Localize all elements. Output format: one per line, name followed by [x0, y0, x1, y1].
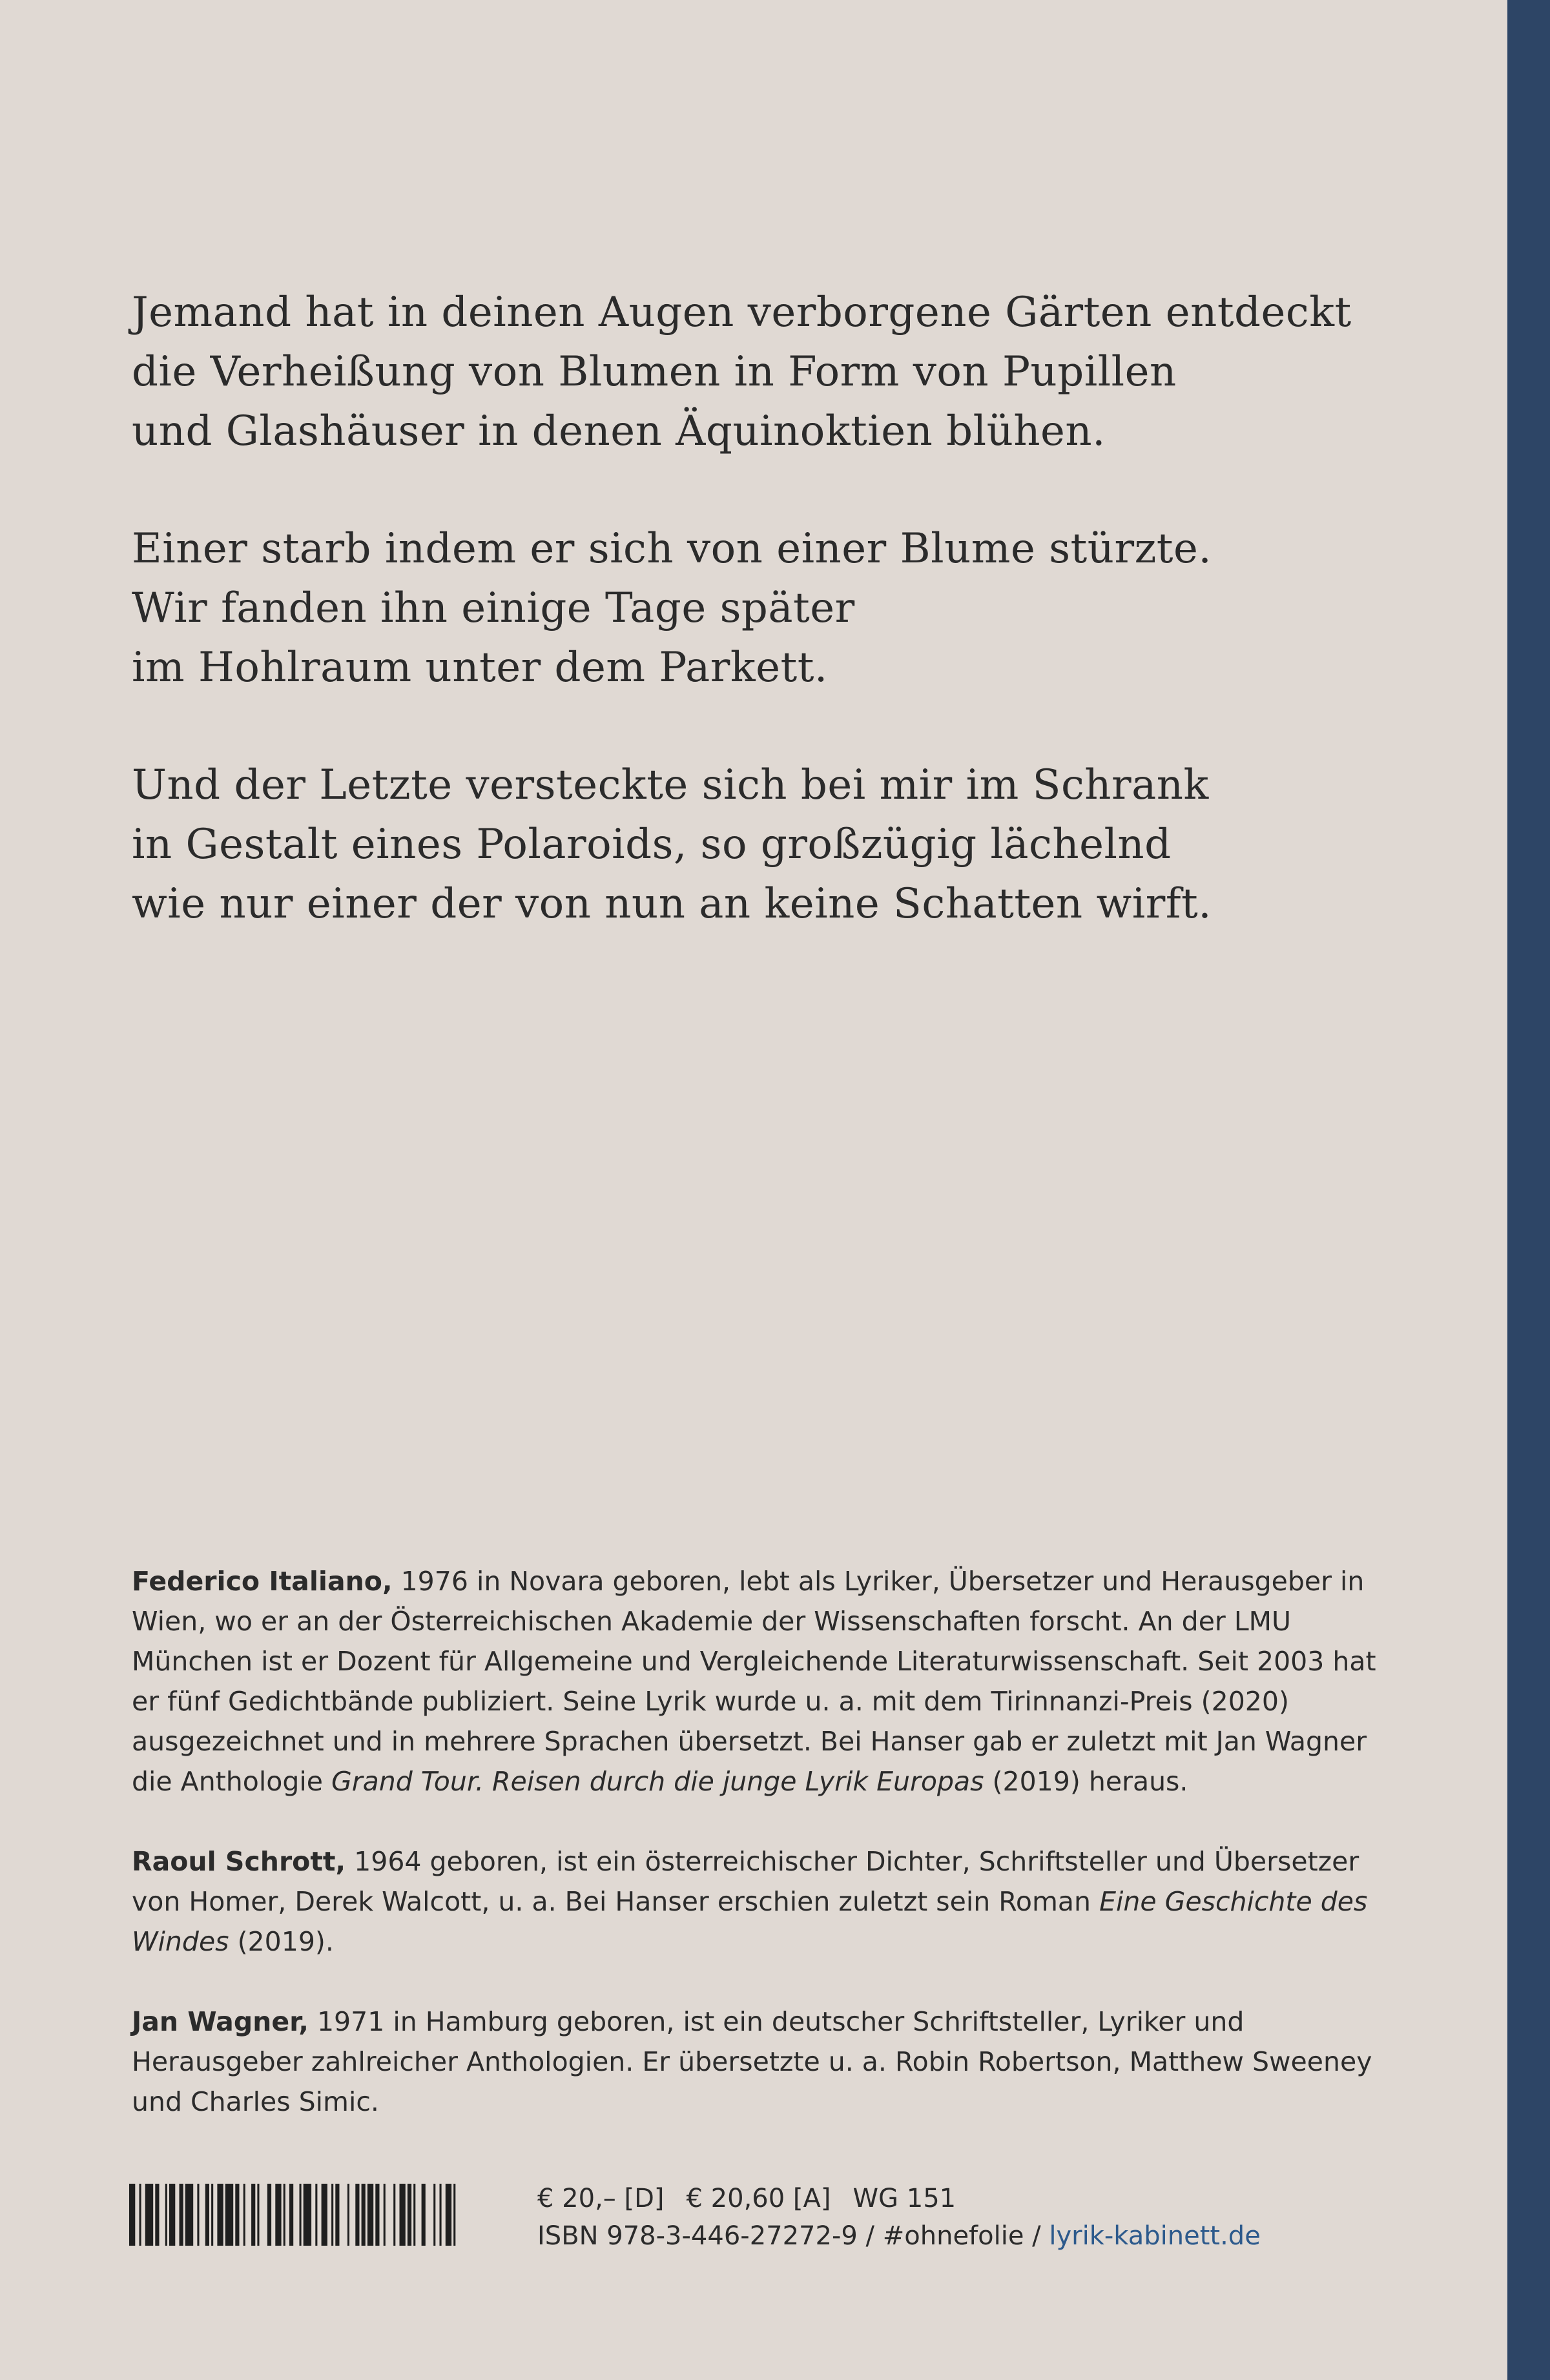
poem-line: Wir fanden ihn einige Tage später — [132, 584, 855, 632]
website-link[interactable]: lyrik-kabinett.de — [1049, 2221, 1261, 2251]
barcode — [129, 2184, 491, 2246]
bio-text: 1976 in Novara geboren, lebt als Lyriker, Übersetzer und Herausgeber in Wien, wo er an der Österreichischen Akademie der Wissenschaften forscht. An der LMU München ist er Dozent für Allgemeine und Vergleichende Literaturwissenschaft. Seit 2003 hat er fünf Gedichtbände publiziert. Seine Lyrik wurde u. a. mit dem Tirinnanzi-Preis (2020) ausgezeichnet und in mehrere Sprachen übersetzt. Bei Hanser gab er zuletzt mit Jan Wagner die Anthologie — [132, 1566, 1376, 1797]
author-name: Jan Wagner, — [132, 2006, 309, 2037]
poem-line: die Verheißung von Blumen in Form von Pupillen — [132, 348, 1177, 396]
bio-text: (2019) heraus. — [984, 1766, 1188, 1797]
poem-line: in Gestalt eines Polaroids, so großzügig lächelnd — [132, 821, 1172, 868]
price-row — [537, 2180, 1261, 2217]
poem-stanza-1 — [132, 283, 1359, 461]
book-title: Grand Tour. Reisen durch die junge Lyrik Europas — [331, 1766, 984, 1797]
isbn: ISBN 978-3-446-27272-9 / #ohnefolie / — [537, 2221, 1049, 2251]
poem-line: Und der Letzte versteckte sich bei mir im Schrank — [132, 761, 1209, 809]
author-bios — [132, 1561, 1378, 2122]
bio-jan-wagner — [132, 2002, 1378, 2122]
poem-line: Jemand hat in deinen Augen verborgene Gärten entdeckt — [132, 289, 1352, 336]
bio-raoul-schrott — [132, 1841, 1378, 1962]
bio-text: (2019). — [229, 1926, 334, 1957]
isbn-row — [537, 2217, 1261, 2255]
bio-text: 1971 in Hamburg geboren, ist ein deutscher Schriftsteller, Lyriker und Herausgeber zahlreicher Anthologien. Er übersetzte u. a. Robin Robertson, Matthew Sweeney und Charles Simic. — [132, 2006, 1372, 2117]
author-name: Raoul Schrott, — [132, 1846, 346, 1877]
author-name: Federico Italiano, — [132, 1566, 393, 1597]
bio-federico-italiano — [132, 1561, 1378, 1801]
poem-line: Einer starb indem er sich von einer Blume stürzte. — [132, 525, 1212, 573]
footer — [129, 2180, 1292, 2251]
poem-stanza-3 — [132, 755, 1359, 934]
barcode-icon — [129, 2184, 491, 2246]
spine-stripe — [1507, 0, 1550, 2380]
bio-text: 1964 geboren, ist ein österreichischer Dichter, Schriftsteller und Übersetzer von Homer, Derek Walcott, u. a. Bei Hanser erschien zuletzt sein Roman — [132, 1846, 1359, 1917]
price-germany: € 20,– [D] — [537, 2184, 665, 2213]
warengruppe: WG 151 — [852, 2184, 956, 2213]
footer-text — [537, 2180, 1261, 2255]
poem-stanza-2 — [132, 519, 1359, 697]
poem — [132, 283, 1359, 934]
poem-line: wie nur einer der von nun an keine Schatten wirft. — [132, 880, 1212, 928]
poem-line: und Glashäuser in denen Äquinoktien blühen. — [132, 407, 1106, 455]
poem-line: im Hohlraum unter dem Parkett. — [132, 644, 828, 692]
book-title: Eine Geschichte des Windes — [132, 1886, 1368, 1957]
price-austria: € 20,60 [A] — [686, 2184, 831, 2213]
